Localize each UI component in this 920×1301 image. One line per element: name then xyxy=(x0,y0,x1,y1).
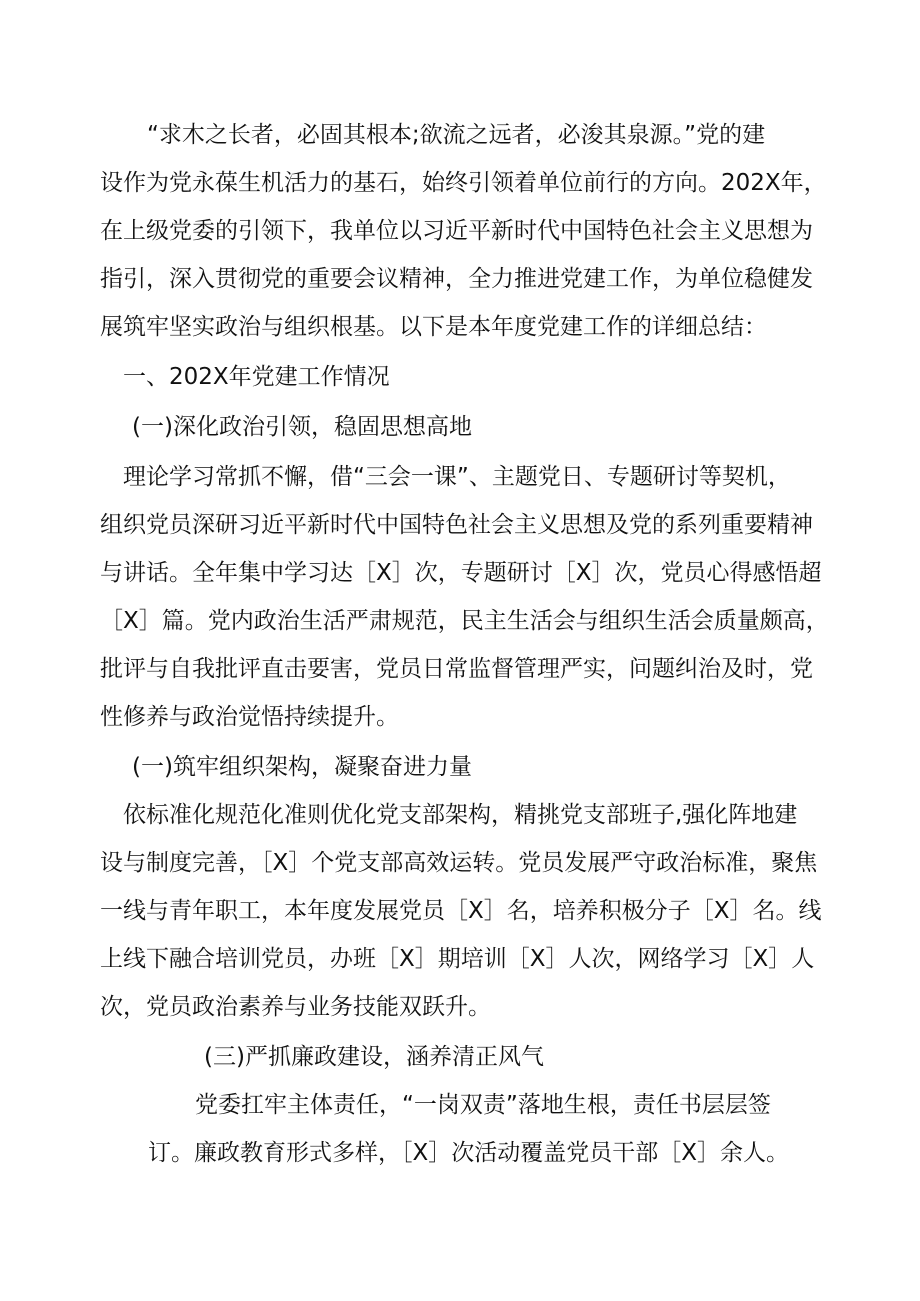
sub1-line-5: 批评与自我批评直击要害，党员日常监督管理严实，问题纠治及时，党 xyxy=(100,656,813,682)
sub2-line-1: 依标准化规范化准则优化党支部架构，精挑党支部班子,强化阵地建 xyxy=(123,802,798,828)
subsection-1-heading: (一)深化政治引领，稳固思想高地 xyxy=(132,414,472,440)
sub2-line-2: 设与制度完善，［X］个党支部高效运转。党员发展严守政治标准，聚焦 xyxy=(100,850,818,876)
intro-line-2: 设作为党永葆生机活力的基石，始终引领着单位前行的方向。202X年， xyxy=(100,170,827,196)
intro-line-1: “求木之长者，必固其根本;欲流之远者，必浚其泉源。”党的建 xyxy=(147,122,766,148)
sub2-line-5: 次，党员政治素养与业务技能双跃升。 xyxy=(100,994,491,1020)
subsection-2-heading: (一)筑牢组织架构，凝聚奋进力量 xyxy=(132,754,472,780)
sub2-line-4: 上线下融合培训党员，办班［X］期培训［X］人次，网络学习［X］人 xyxy=(100,946,815,972)
sub3-line-2: 订。廉政教育形式多样，［X］次活动覆盖党员干部［X］余人。 xyxy=(148,1140,790,1166)
section-heading: 一、202X年党建工作情况 xyxy=(123,364,390,390)
sub3-line-1: 党委扛牢主体责任，“一岗双责”落地生根，责任书层层签 xyxy=(195,1092,771,1118)
intro-line-3: 在上级党委的引领下，我单位以习近平新时代中国特色社会主义思想为 xyxy=(100,218,813,244)
sub1-line-3: 与讲话。全年集中学习达［X］次，专题研讨［X］次，党员心得感悟超 xyxy=(100,560,822,586)
intro-line-5: 展筑牢坚实政治与组织根基。以下是本年度党建工作的详细总结： xyxy=(100,314,767,340)
sub1-line-2: 组织党员深研习近平新时代中国特色社会主义思想及党的系列重要精神 xyxy=(100,512,813,538)
sub2-line-3: 一线与青年职工，本年度发展党员［X］名，培养积极分子［X］名。线 xyxy=(100,898,822,924)
sub1-line-4: ［X］篇。党内政治生活严肃规范，民主生活会与组织生活会质量颇高， xyxy=(100,608,829,634)
sub1-line-1: 理论学习常抓不懈，借“三会一课”、主题党日、专题研讨等契机， xyxy=(123,464,791,490)
sub1-line-6: 性修养与政治觉悟持续提升。 xyxy=(100,704,399,730)
intro-line-4: 指引，深入贯彻党的重要会议精神，全力推进党建工作，为单位稳健发 xyxy=(100,266,813,292)
subsection-3-heading: (三)严抓廉政建设，涵养清正风气 xyxy=(204,1044,544,1070)
